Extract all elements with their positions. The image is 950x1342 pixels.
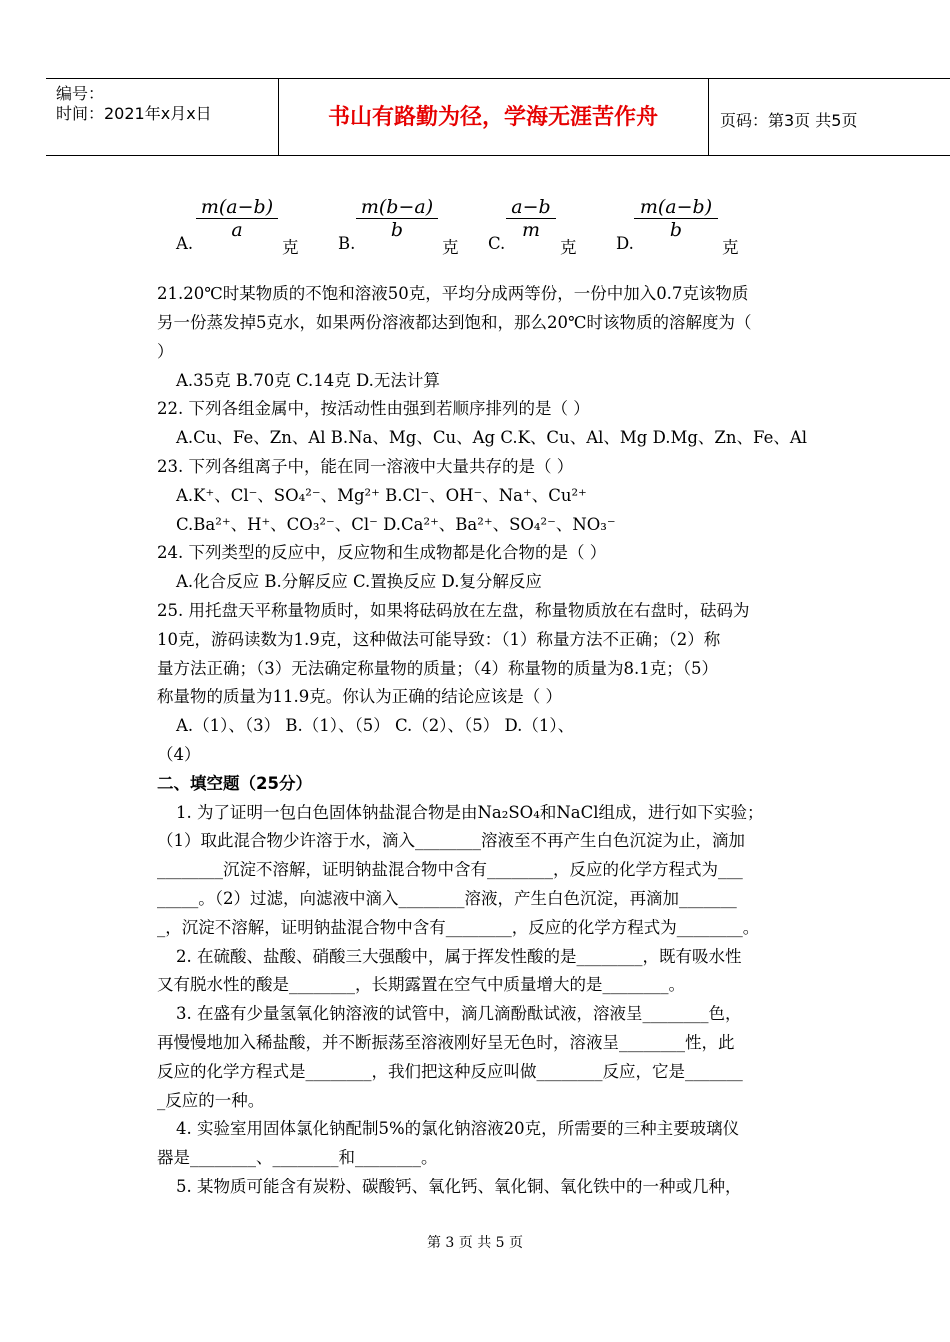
q20-option-b-unit: 克 xyxy=(442,238,459,257)
page-footer: 第 3 页 共 5 页 xyxy=(426,1235,524,1251)
q25-line-3: 量方法正确；（3）无法确定称量物的质量；（4）称量物的质量为8.1克；（5） xyxy=(157,659,718,678)
q23-options-ab: A.K⁺、Cl⁻、SO₄²⁻、Mg²⁺ B.Cl⁻、OH⁻、Na⁺、Cu²⁺ xyxy=(176,486,587,505)
fill-q3-line-1: 3. 在盛有少量氢氧化钠溶液的试管中，滴几滴酚酞试液，溶液呈________色， xyxy=(176,1004,742,1023)
header-bottom-rule xyxy=(46,155,950,156)
q25-line-1: 25. 用托盘天平称量物质时，如果将砝码放在左盘，称量物质放在右盘时，砝码为 xyxy=(157,601,750,620)
q20-option-b-label: B. xyxy=(338,234,356,253)
fill-q3-line-4: _反应的一种。 xyxy=(157,1091,265,1110)
fraction-denominator: a xyxy=(231,219,243,241)
q21-line-2: 另一份蒸发掉5克水，如果两份溶液都达到饱和，那么20℃时该物质的溶解度为（ xyxy=(157,313,752,332)
q22-options: A.Cu、Fe、Zn、Al B.Na、Mg、Cu、Ag C.K、Cu、Al、Mg D.Mg、Zn、Fe、Al xyxy=(176,428,808,447)
q20-option-c-fraction xyxy=(506,196,556,241)
q20-option-a-fraction xyxy=(196,196,278,241)
header-divider-right xyxy=(708,78,709,155)
q21-line-3: ） xyxy=(157,342,174,361)
fill-q1-line-3: ________沉淀不溶解，证明钠盐混合物中含有________，反应的化学方程式为___ xyxy=(157,860,743,879)
q21-line-1: 21.20℃时某物质的不饱和溶液50克，平均分成两等份，一份中加入0.7克该物质 xyxy=(157,284,749,303)
q25-options-cont: （4） xyxy=(157,745,201,764)
fill-q1-line-4: _____。（2）过滤，向滤液中滴入________溶液，产生白色沉淀，再滴加_______ xyxy=(157,889,737,908)
fraction-numerator: m(a−b) xyxy=(634,196,718,219)
fraction-denominator: m xyxy=(521,219,541,241)
fraction-numerator: a−b xyxy=(506,196,556,219)
q20-option-c-unit: 克 xyxy=(560,238,577,257)
section-title-fill-blank: 二、填空题（25分） xyxy=(157,774,312,793)
fill-q3-line-2: 再慢慢地加入稀盐酸，并不断振荡至溶液刚好呈无色时，溶液呈________性，此 xyxy=(157,1033,735,1052)
fill-q1-line-5: _，沉淀不溶解，证明钠盐混合物中含有________，反应的化学方程式为________。 xyxy=(157,918,760,937)
fill-q2-line-1: 2. 在硫酸、盐酸、硝酸三大强酸中，属于挥发性酸的是________，既有吸水性 xyxy=(176,947,742,966)
fraction-numerator: m(b−a) xyxy=(356,196,438,219)
q23-options-cd: C.Ba²⁺、H⁺、CO₃²⁻、Cl⁻ D.Ca²⁺、Ba²⁺、SO₄²⁻、NO₃⁻ xyxy=(176,515,616,534)
document-number-label: 编号： xyxy=(56,84,105,103)
q22-stem: 22. 下列各组金属中，按活动性由强到若顺序排列的是（ ） xyxy=(157,399,590,418)
q20-option-b-fraction xyxy=(356,196,438,241)
fill-q1-line-2: （1）取此混合物少许溶于水，滴入________溶液至不再产生白色沉淀为止，滴加 xyxy=(157,831,745,850)
q21-options: A.35克 B.70克 C.14克 D.无法计算 xyxy=(176,371,440,390)
q23-stem: 23. 下列各组离子中，能在同一溶液中大量共存的是（ ） xyxy=(157,457,574,476)
q25-line-4: 称量物的质量为11.9克。你认为正确的结论应该是（ ） xyxy=(157,687,562,706)
fill-q4-line-1: 4. 实验室用固体氯化钠配制5%的氯化钠溶液20克，所需要的三种主要玻璃仪 xyxy=(176,1119,740,1138)
fraction-denominator: b xyxy=(669,219,683,241)
fill-q1-line-1: 1. 为了证明一包白色固体钠盐混合物是由Na₂SO₄和NaCl组成，进行如下实验； xyxy=(176,803,764,822)
fraction-denominator: b xyxy=(390,219,404,241)
fraction-numerator: m(a−b) xyxy=(196,196,278,219)
header-page-label: 页码：第3页 共5页 xyxy=(720,111,858,130)
q20-option-d-unit: 克 xyxy=(722,238,739,257)
q20-option-a-label: A. xyxy=(176,234,194,253)
document-time-label: 时间：2021年x月x日 xyxy=(56,104,212,123)
q20-option-c-label: C. xyxy=(488,234,506,253)
header-motto: 书山有路勤为径，学海无涯苦作舟 xyxy=(327,105,658,130)
q20-option-d-label: D. xyxy=(616,234,634,253)
q20-option-d-fraction xyxy=(634,196,718,241)
fill-q4-line-2: 器是________、________和________。 xyxy=(157,1148,438,1167)
fill-q5-line-1: 5. 某物质可能含有炭粉、碳酸钙、氧化钙、氧化铜、氧化铁中的一种或几种， xyxy=(176,1177,742,1196)
q24-stem: 24. 下列类型的反应中，反应物和生成物都是化合物的是（ ） xyxy=(157,543,607,562)
header-meta xyxy=(56,84,212,124)
fill-q2-line-2: 又有脱水性的酸是________，长期露置在空气中质量增大的是________。 xyxy=(157,975,685,994)
q20-option-a-unit: 克 xyxy=(282,238,299,257)
q24-options: A.化合反应 B.分解反应 C.置换反应 D.复分解反应 xyxy=(176,572,542,591)
q25-line-2: 10克，游码读数为1.9克，这种做法可能导致：（1）称量方法不正确；（2）称 xyxy=(157,630,721,649)
q25-options: A.（1）、（3） B.（1）、（5） C.（2）、（5） D.（1）、 xyxy=(176,716,575,735)
header-top-rule xyxy=(46,78,950,79)
fill-q3-line-3: 反应的化学方程式是________，我们把这种反应叫做________反应，它是_______ xyxy=(157,1062,743,1081)
